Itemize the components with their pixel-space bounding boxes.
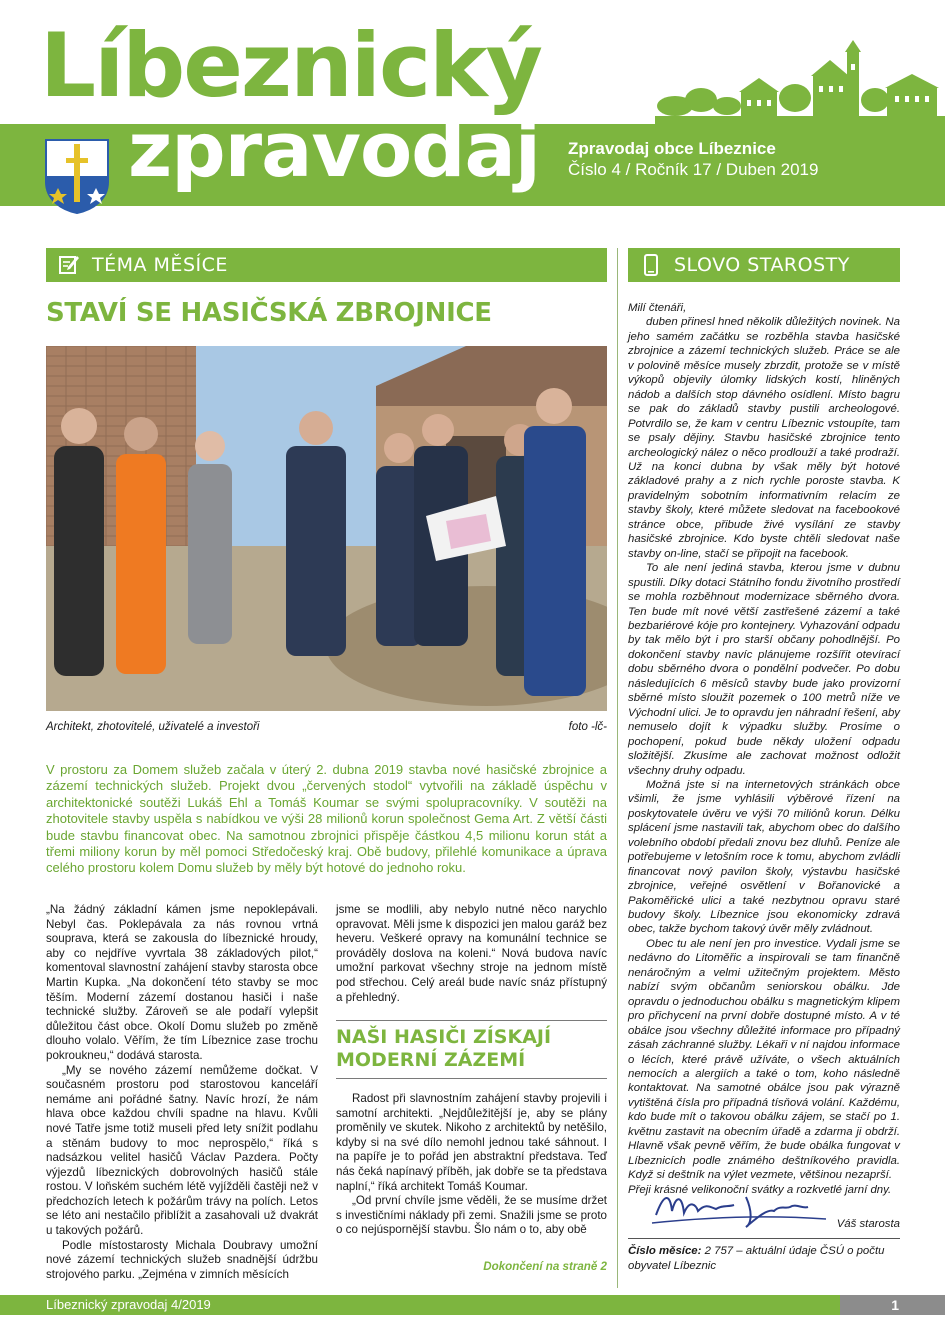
coat-of-arms-icon [44, 138, 110, 214]
paragraph: Podle místostarosty Michala Doubravy umožní nové zázemí technických služeb snadnější údržbu strojového parku. „Zejména v zimních měsících [46, 1238, 318, 1281]
paragraph: Přeji krásné velikonoční svátky a rozkvetlé jarní dny. [628, 1183, 892, 1196]
paragraph: Obec tu ale není jen pro investice. Vydali jsme se nedávno do Litoměřic a inspirovali se tam finančně nenáročným a velmi užitečným projektem. Město nabízí svým občanům seniorskou obálku. Jde opravdu o jednoduchou obálku s magnetickým klipem pro přichycení na první dobře dostupné místo. A v té obálce jsou všechny důležité informace pro případný zásah záchranné služby. Lékaři v ní najdou informace o lécích, které právě užíváte, o všech aktuálních nemocích a alergiích a také o tom, koho následně kontaktovat. Na samotné obálce jsou pak výrazně vytištěná čísla pro případná tísňová volání. Každému, kdo bude mít o takovou obálku zájem, se stačí po 1. květnu zastavit na obecním úřadě a zdarma ji obdrží. Hlavně však pevně věřím, že bude obálka fungovat v Líbeznicích podle známého deštníkového pravidla. Když si deštník na výlet vezmete, většinou nezaprší. [628, 937, 900, 1182]
masthead-title-line2: zpravodaj [128, 105, 540, 194]
section-header-label: SLOVO STAROSTY [674, 254, 850, 276]
signature-label: Váš starosta [836, 1218, 900, 1230]
paragraph: „My se nového zázemí nemůžeme dočkat. V současném prostoru pod starostovou kanceláří nemáme ani pořádné šatny. Navíc hrozí, že nám hlava obce každou chvíli spadne na hlavu. Kvůli nové Tatře jsme totiž museli před lety snížit podlahu a stěnám budovy to moc neprospělo,“ říká s nadsázkou velitel hasičů Václav Pazdera. Počty výjezdů líbeznických dobrovolných hasičů stále rostou. V loňském suchém létě vyjížděli častěji než v předchozích letech k požárům trávy na polích. Letos se léto ani nestačilo přiblížit a zasahovali už dvakrát u takových požárů. [46, 1063, 318, 1238]
photo-caption-row [46, 721, 607, 733]
article-column-2-bottom [336, 1092, 607, 1238]
column-divider [617, 248, 618, 1288]
greeting: Milí čtenáři, [628, 302, 687, 314]
paragraph: duben přinesl hned několik důležitých novinek. Na jeho samém začátku se rozběhla stavba hasičské zbrojnice a zázemí technických služeb. Práce se ale v polovině měsíce musely zbrzdit, protože se v místě výkopů objevily úlomky lidských kostí, hliněných nádob a dalších stop dávného osídlení. Místo bagru se pak do základů stavby pustili archeologové. Potvrdilo se, že kam v centru Líbeznic vstoupíte, tam se psaly dějiny. Stavbu hasičské zbrojnice tento archeologický nález o něco prodlouží a také prodraží. Už na konci dubna by však měly být hotové základové prahy a z nich rychle poroste stavba. K pravidelným sobotním informativním relacím ze stavby školy, které můžete sledovat na facebookové stránce obce, přibude živé vysílání ze stavby hasičské zbrojnice. Kdo byste chtěli sledovat naše stavby on-line, stačí se připojit na facebook. [628, 316, 900, 560]
masthead-subtitle: Zpravodaj obce Líbeznice [568, 139, 776, 158]
masthead-issue: Číslo 4 / Ročník 17 / Duben 2019 [568, 160, 819, 180]
subhead-rule-top [336, 1020, 607, 1021]
continued-link[interactable]: Dokončení na straně 2 [483, 1260, 607, 1273]
smartphone-icon [640, 254, 662, 276]
paragraph: „Na žádný základní kámen jsme nepoklepávali. Nebyl čas. Poklepávala za nás rovnou vrtná souprava, která se zakousla do líbeznické hroudy, aby co nejdříve vyvrtala 38 základových pilot,“ komentoval slavnostní zahájení stavby starosta obce Martin Kupka. „Na dokončení této stavby se moc těším. Moderní zázemí dostanou hasiči i naše technické služby. Zároveň se ale podaří vylepšit důležitou část obce. Okolí Domu služeb po změně dlouho volalo. Věřím, že tím Líbeznice zase trochu pokroukneu,“ dodává starosta. [46, 903, 318, 1062]
section-header-label: TÉMA MĚSÍCE [92, 254, 228, 276]
paragraph: jsme se modlili, aby nebylo nutné něco narychlo opravovat. Měli jsme k dispozici jen malou garáž bez heveru. Veškeré opravy na komunální technice se prováděly doslova na koleni.“ Nová budova navíc umožní parkovat všechny stroje na jednom místě pod střechou. Celý areál bude navíc snáz přístupný a přehledný. [336, 903, 607, 1004]
article-subhead: NAŠI HASIČI ZÍSKAJÍ MODERNÍ ZÁZEMÍ [336, 1026, 552, 1071]
stat-text: 2 757 – aktuální údaje ČSÚ o počtu obyvatel Líbeznic [628, 1245, 885, 1272]
subhead-rule-bottom [336, 1078, 607, 1079]
masthead-subtitle-block [568, 138, 818, 181]
section-header-tema-mesice [46, 248, 607, 282]
stat-label: Číslo měsíce: [628, 1245, 702, 1257]
article-title: STAVÍ SE HASIČSKÁ ZBROJNICE [46, 298, 492, 328]
footer-label: Líbeznický zpravodaj 4/2019 [46, 1297, 211, 1312]
photo-credit: foto -lč- [568, 721, 607, 733]
village-skyline-icon [655, 40, 945, 124]
section-header-slovo-starosty [628, 248, 900, 282]
paragraph: To ale není jediná stavba, kterou jsme v dubnu spustili. Díky dotaci Státního fondu životního prostředí se mohla rozběhnout modernizace sběrného dvora. Ten bude mít nové větší zastřešené zázemí a také bezbariérové kóje pro kontejnery. Vyhazování odpadu by tak mělo být i pro starší občany pohodlnější. Po dokončení stavby navíc plánujeme rozšířit otevírací dobu sběrného dvora o pondělní podvečer. Po dobu následujících 6 měsíců stavby bude jako provizorní sběrné místo sloužit pozemek o 100 metrů níže ve Východní ulici. Je to opravdu jen náhradní řešení, aby nemuselo dojít k výpadku služby. Prosíme o pochopení, pokud bude někdy uložení odpadu složitější. Zkusíme ale zachovat možnost odložit všechny druhy odpadu. [628, 562, 900, 777]
article-column-2-top [336, 903, 607, 1005]
paragraph: „Od první chvíle jsme věděli, že se musíme držet s investičními náklady při zemi. Snažili jsme se proto o co nejúspornější stavbu. Šlo nám o to, aby obě [336, 1194, 607, 1237]
pencil-note-icon [58, 254, 80, 276]
number-of-month [628, 1244, 900, 1273]
photo-caption: Architekt, zhotovitelé, uživatelé a investoři [46, 721, 260, 733]
paragraph: Možná jste si na internetových stránkách obce všimli, že jsme vyhlásili výběrové řízení na poskytovatele úvěru ve výši 70 miliónů korun. Délku splácení jsme nastavili tak, abychom obec do dalšího volebního období předali znovu bez dluhů. Peníze ale potřebujeme v letošním roce k tomu, abychom zvládli financovat nový pavilon školy, výstavbu hasičské zbrojnice, veřejné osvětlení v Bořanovické a Pakoměřické ulici a také nezbytnou opravu staré budovy školy. Líbeznice jsou ekonomicky zdravá obec, takže bychom takový úvěr měly zvládnout. [628, 778, 900, 936]
article-column-1 [46, 903, 318, 1282]
article-photo [46, 346, 607, 711]
page-number: 1 [840, 1295, 945, 1315]
stat-rule [628, 1238, 900, 1239]
paragraph: Radost při slavnostním zahájení stavby projevili i samotní architekti. „Nejdůležitější je, aby se plány proměnily ve skutek. Nikoho z architektů by netěšilo, kdyby si na své dílo nemohl jednou také sáhnout. I na papíře je to pořád jen abstraktní představa. Teď nás čeká napínavý příběh, jak dobře se ta představa naplní,“ říká architekt Tomáš Koumar. [336, 1092, 607, 1193]
article-lead: V prostoru za Domem služeb začala v úterý 2. dubna 2019 stavba nové hasičské zbrojnice a zázemí technických služeb. Projekt dvou „červených stodol“ vytvořili na základě úspěchu v architektonické soutěži Lukáš Ehl a Tomáš Koumar se svými spolupracovníky. V soutěži na zhotovitele stavby uspěla s nabídkou ve výši 28 milionů korun společnost Gema Art. Z větší části bude stavbu financovat obec. Na samotnou zbrojnici přispěje částkou 4,5 milionu korun stát a třemi miliony korun by měl pomoci Středočeský kraj. Obě budovy, přilehlé komunikace a úprava celého prostoru kolem Domu služeb by měly být hotové do jednoho roku. [46, 762, 607, 876]
masthead-title-line1: Líbeznický [40, 14, 541, 117]
mayor-letter [628, 301, 900, 1197]
